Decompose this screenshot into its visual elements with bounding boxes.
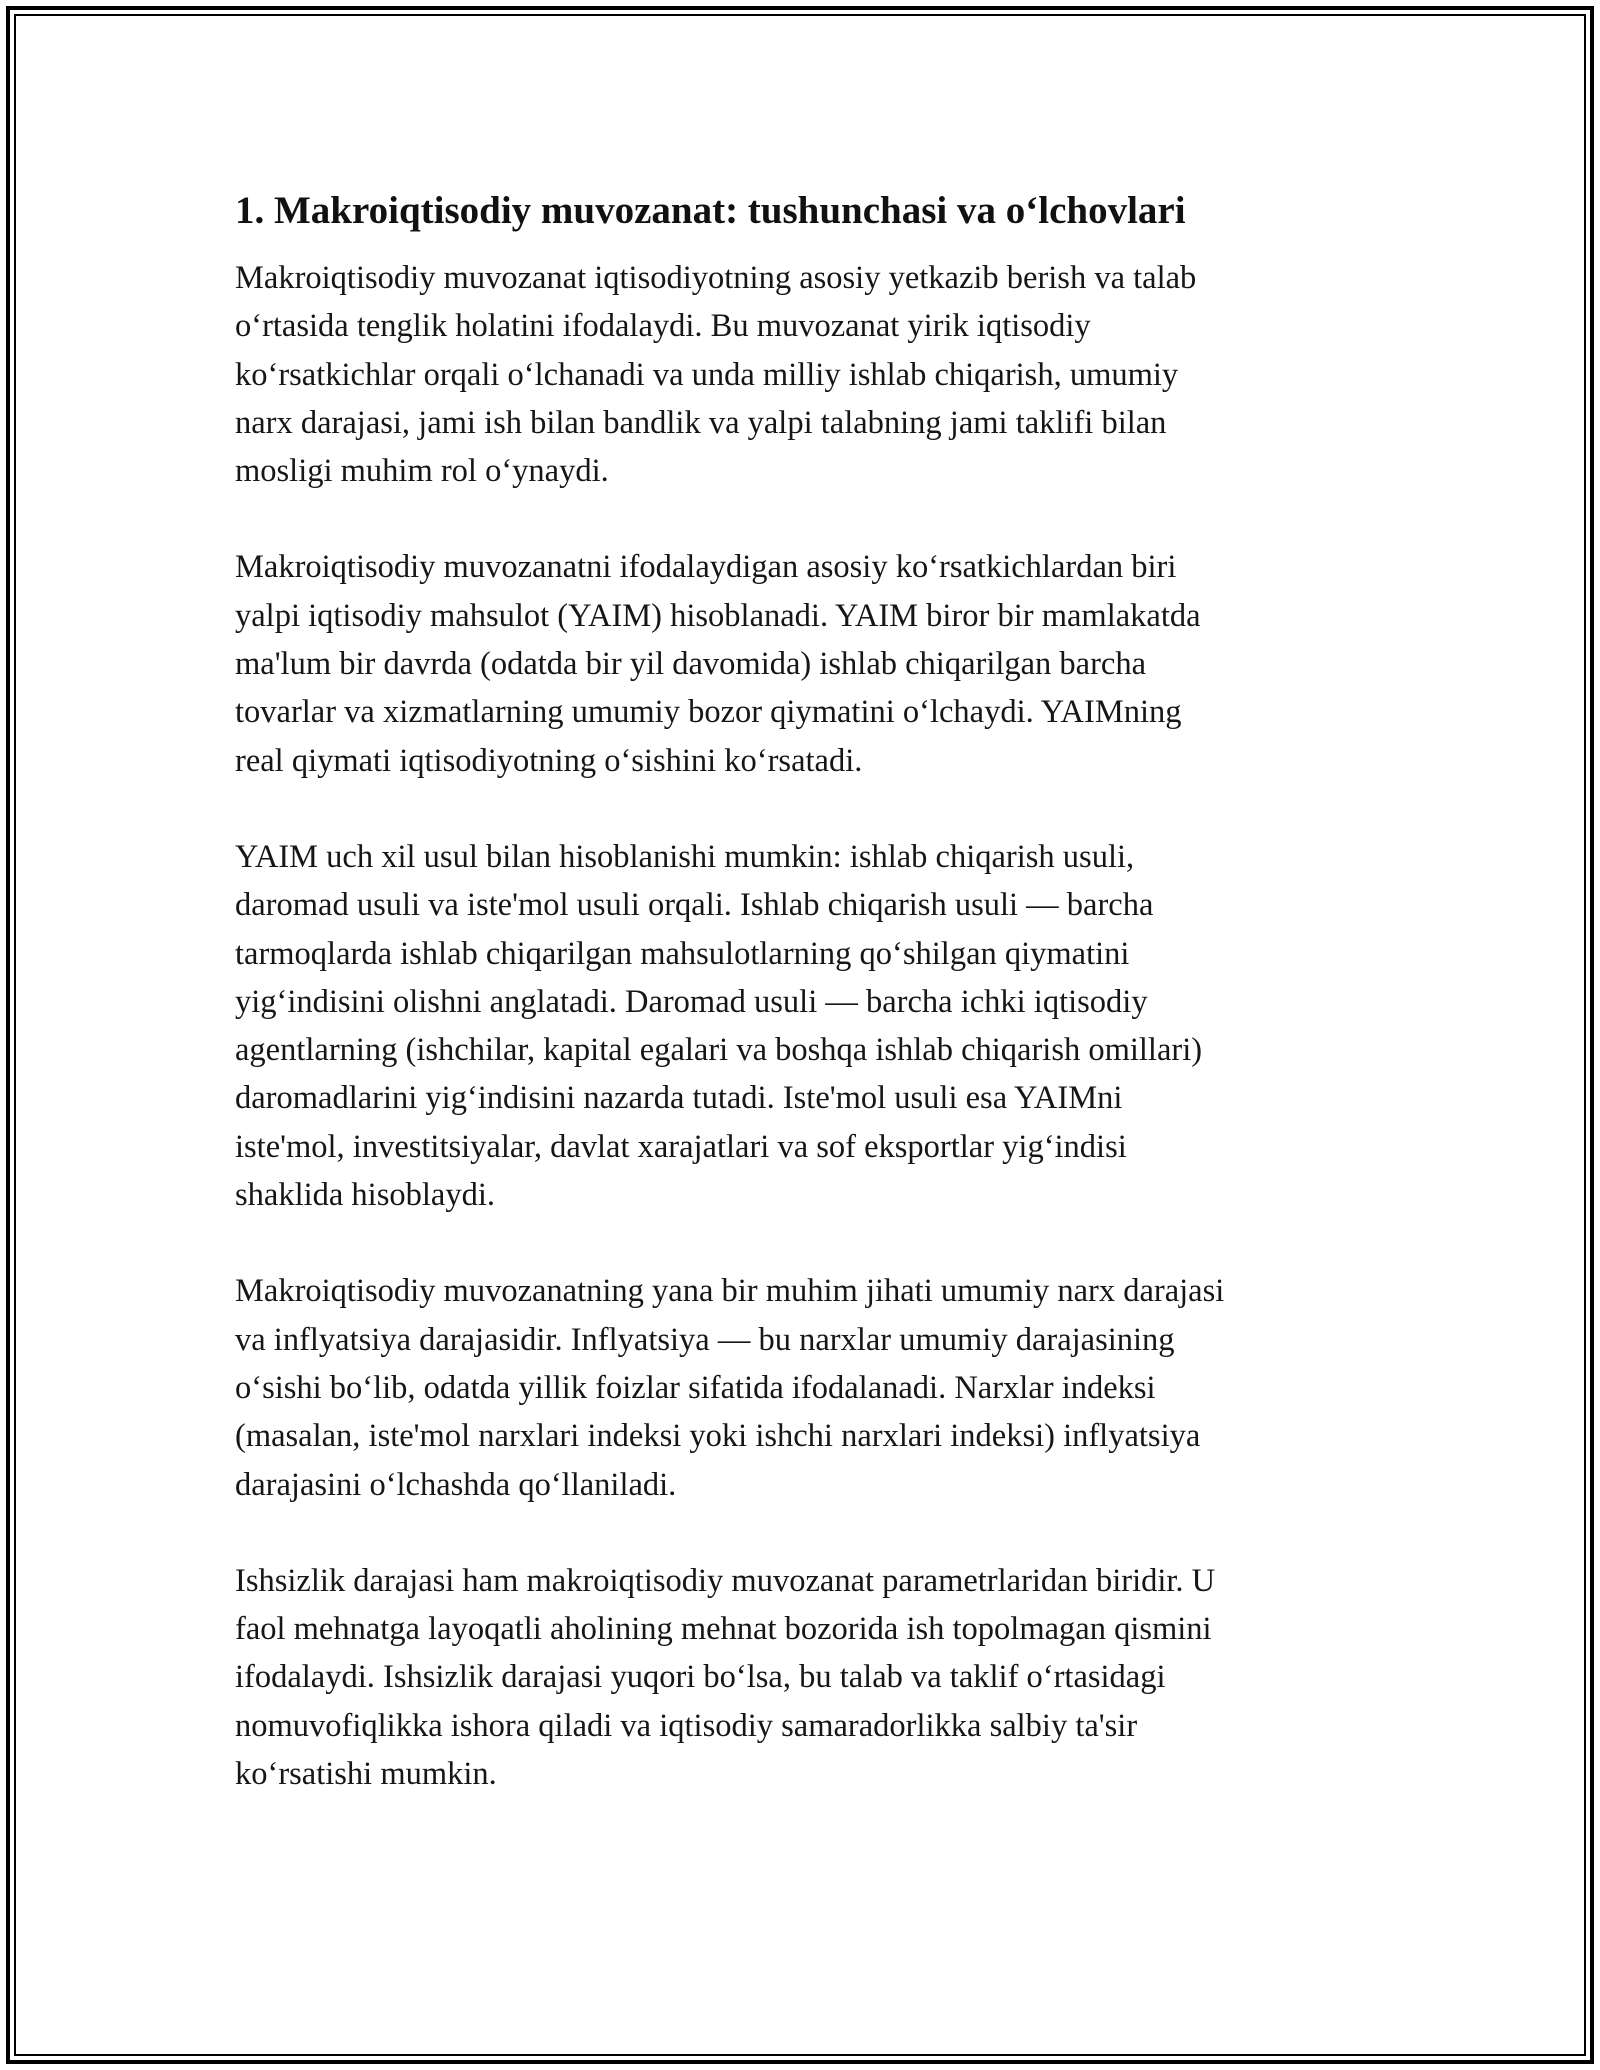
paragraph-inflation (235, 1267, 1375, 1508)
text-line: agentlarning (ishchilar, kapital egalari va boshqa ishlab chiqarish omillari) (235, 1032, 1203, 1069)
text-line: real qiymati iqtisodiyotning o‘sishini ko‘rsatadi. (235, 742, 863, 779)
text-line: ma'lum bir davrda (odatda bir yil davomida) ishlab chiqarilgan barcha (235, 646, 1147, 683)
paragraph-gdp-methods (235, 833, 1375, 1219)
text-line: ko‘rsatkichlar orqali o‘lchanadi va unda milliy ishlab chiqarish, umumiy (235, 356, 1179, 393)
text-line: shaklida hisoblaydi. (235, 1177, 495, 1214)
text-line: Makroiqtisodiy muvozanatning yana bir muhim jihati umumiy narx darajasi (235, 1273, 1225, 1310)
text-line: mosligi muhim rol o‘ynaydi. (235, 453, 609, 490)
text-line: yalpi iqtisodiy mahsulot (YAIM) hisoblanadi. YAIM biror bir mamlakatda (235, 597, 1201, 634)
document-body (235, 185, 1375, 1846)
text-line: nomuvofiqlikka ishora qiladi va iqtisodiy samaradorlikka salbiy ta'sir (235, 1707, 1138, 1744)
text-line: ko‘rsatishi mumkin. (235, 1756, 497, 1793)
paragraph-gdp (235, 543, 1375, 784)
text-line: Makroiqtisodiy muvozanat iqtisodiyotning asosiy yetkazib berish va talab (235, 260, 1197, 296)
section-title: 1. Makroiqtisodiy muvozanat: tushunchasi va o‘lchovlari (235, 189, 1186, 232)
text-line: YAIM uch xil usul bilan hisoblanishi mumkin: ishlab chiqarish usuli, (235, 838, 1135, 875)
text-line: narx darajasi, jami ish bilan bandlik va yalpi talabning jami taklifi bilan (235, 404, 1167, 441)
text-line: tarmoqlarda ishlab chiqarilgan mahsulotlarning qo‘shilgan qiymatini (235, 935, 1130, 972)
text-line: daromadlarini yig‘indisini nazarda tutadi. Iste'mol usuli esa YAIMni (235, 1080, 1123, 1117)
text-line: Makroiqtisodiy muvozanatni ifodalaydigan asosiy ko‘rsatkichlardan biri (235, 549, 1177, 586)
text-line: Ishsizlik darajasi ham makroiqtisodiy muvozanat parametrlaridan biridir. U (235, 1562, 1216, 1599)
text-line: (masalan, iste'mol narxlari indeksi yoki ishchi narxlari indeksi) inflyatsiya (235, 1418, 1201, 1455)
text-line: yig‘indisini olishni anglatadi. Daromad usuli — barcha ichki iqtisodiy (235, 983, 1148, 1020)
text-line: o‘rtasida tenglik holatini ifodalaydi. Bu muvozanat yirik iqtisodiy (235, 308, 1091, 345)
text-line: va inflyatsiya darajasidir. Inflyatsiya — bu narxlar umumiy darajasining (235, 1321, 1175, 1358)
text-line: o‘sishi bo‘lib, odatda yillik foizlar sifatida ifodalanadi. Narxlar indeksi (235, 1369, 1156, 1406)
text-line: daromad usuli va iste'mol usuli orqali. Ishlab chiqarish usuli — barcha (235, 887, 1154, 924)
text-line: iste'mol, investitsiyalar, davlat xarajatlari va sof eksportlar yig‘indisi (235, 1128, 1127, 1165)
text-line: faol mehnatga layoqatli aholining mehnat bozorida ish topolmagan qismini (235, 1611, 1212, 1648)
paragraph-unemployment (235, 1557, 1375, 1798)
text-line: darajasini o‘lchashda qo‘llaniladi. (235, 1466, 677, 1503)
text-line: ifodalaydi. Ishsizlik darajasi yuqori bo‘lsa, bu talab va taklif o‘rtasidagi (235, 1659, 1166, 1696)
text-line: tovarlar va xizmatlarning umumiy bozor qiymatini o‘lchaydi. YAIMning (235, 694, 1182, 731)
paragraph-equilibrium-definition (235, 254, 1375, 495)
